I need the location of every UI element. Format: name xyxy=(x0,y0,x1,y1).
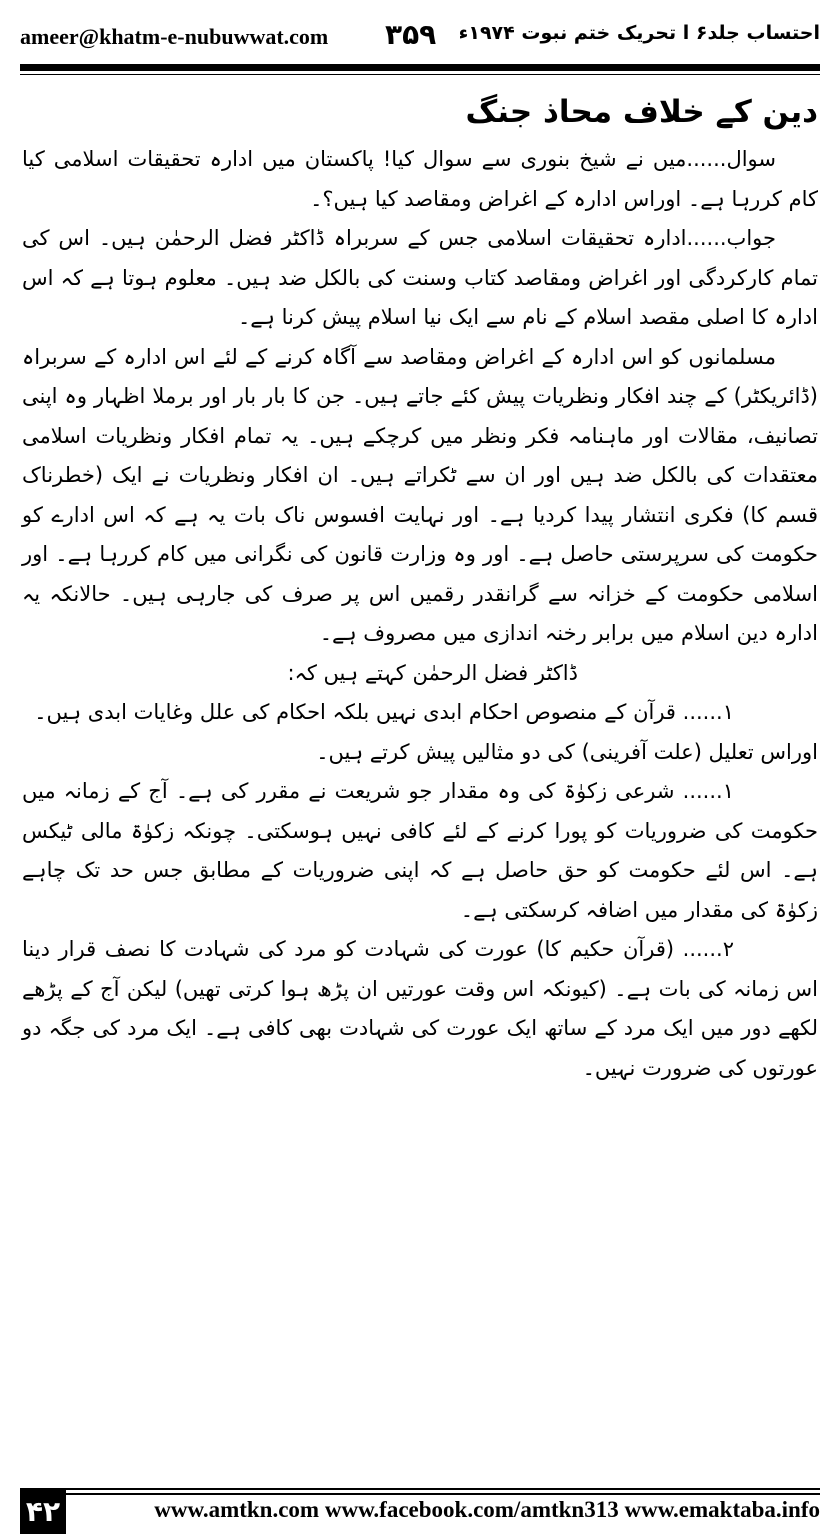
page-content xyxy=(22,88,818,1088)
point-3 xyxy=(22,930,818,1088)
footer-links: www.amtkn.com www.facebook.com/amtkn313 www.emaktaba.info xyxy=(154,1497,820,1522)
point-3-marker: ۲...... xyxy=(682,937,734,961)
point-1-text: قرآن کے منصوص احکام ابدی نہیں بلکہ احکام کی علل وغایات ابدی ہیں۔ xyxy=(34,700,676,724)
header-email: ameer@khatm-e-nubuwwat.com xyxy=(20,24,329,49)
footer-rule-top xyxy=(20,1488,820,1490)
header-rule-thick xyxy=(20,64,820,71)
quote-intro: ڈاکٹر فضل الرحمٰن کہتے ہیں کہ: xyxy=(287,660,578,685)
question-paragraph: سوال......میں نے شیخ بنوری سے سوال کیا! پاکستان میں ادارہ تحقیقات اسلامی کیا کام کررہا ہے۔ اوراس ادارہ کے اغراض ومقاصد کیا ہیں؟۔ xyxy=(22,147,818,211)
footer-rule-bottom xyxy=(20,1493,820,1495)
point-2-marker: ۱...... xyxy=(682,779,734,803)
section-heading: دین کے خلاف محاذ جنگ xyxy=(465,94,818,130)
point-3-text: (قرآن حکیم کا) عورت کی شہادت کو مرد کی شہادت کا نصف قرار دینا اس زمانہ کی بات ہے۔ (کیونکہ اس وقت عورتیں ان پڑھ ہوا کرتی تھیں) لیکن آج کے پڑھے لکھے دور میں ایک مرد کے ساتھ ایک عورت کی شہادت بھی کافی ہے۔ ایک مرد کی جگہ دو عورتوں کی ضرورت نہیں۔ xyxy=(22,937,818,1080)
point-1 xyxy=(22,693,818,733)
header-rule-thin xyxy=(20,74,820,75)
point-1-marker: ۱...... xyxy=(682,700,734,724)
page-header xyxy=(20,18,820,58)
point-1-note: اوراس تعلیل (علت آفرینی) کی دو مثالیں پیش کرتے ہیں۔ xyxy=(316,739,818,764)
header-page-number: ۳۵۹ xyxy=(385,18,437,51)
answer-paragraph: جواب......ادارہ تحقیقات اسلامی جس کے سربراہ ڈاکٹر فضل الرحمٰن ہیں۔ اس کی تمام کارکردگی اور اغراض ومقاصد کتاب وسنت کی بالکل ضد ہیں۔ معلوم ہوتا ہے کہ اس ادارہ کا اصلی مقصد اسلام کے نام سے ایک نیا اسلام پیش کرنا ہے۔ xyxy=(22,226,818,329)
point-2-text: شرعی زکوٰۃ کی وہ مقدار جو شریعت نے مقرر کی ہے۔ آج کے زمانہ میں حکومت کی ضروریات کو پورا کرنے کے لئے کافی نہیں ہوسکتی۔ چونکہ زکوٰۃ مالی ٹیکس ہے۔ اس لئے حکومت کو حق حاصل ہے کہ اپنی ضروریات کے مطابق جس حد تک چاہے زکوٰۃ کی مقدار میں اضافہ کرسکتی ہے۔ xyxy=(22,779,818,922)
body-paragraph: مسلمانوں کو اس ادارہ کے اغراض ومقاصد سے آگاہ کرنے کے لئے اس ادارہ کے سربراہ (ڈائریکٹر) کے چند افکار ونظریات پیش کئے جاتے ہیں۔ جن کا بار بار اور برملا اظہار وہ اپنی تصانیف، مقالات اور ماہنامہ فکر ونظر میں کرچکے ہیں۔ یہ تمام افکار ونظریات اسلامی معتقدات کی بالکل ضد ہیں اور ان سے ٹکراتے ہیں۔ ان افکار ونظریات نے ایک (خطرناک قسم کا) فکری انتشار پیدا کردیا ہے۔ اور نہایت افسوس ناک بات یہ ہے کہ اس ادارے کو حکومت کی سرپرستی حاصل ہے۔ اور وہ وزارت قانون کی نگرانی میں کام کررہا ہے۔ اور اسلامی حکومت کے خزانہ سے گرانقدر رقمیں اس پر صرف کی جارہی ہیں۔ حالانکہ یہ ادارہ دین اسلام میں برابر رخنہ اندازی میں مصروف ہے۔ xyxy=(22,344,818,645)
point-2 xyxy=(22,772,818,930)
footer-page-number: ۴۲ xyxy=(20,1490,66,1534)
header-book-title: احتساب جلد۶ ا تحریک ختم نبوت ۱۹۷۴ء xyxy=(458,22,820,44)
